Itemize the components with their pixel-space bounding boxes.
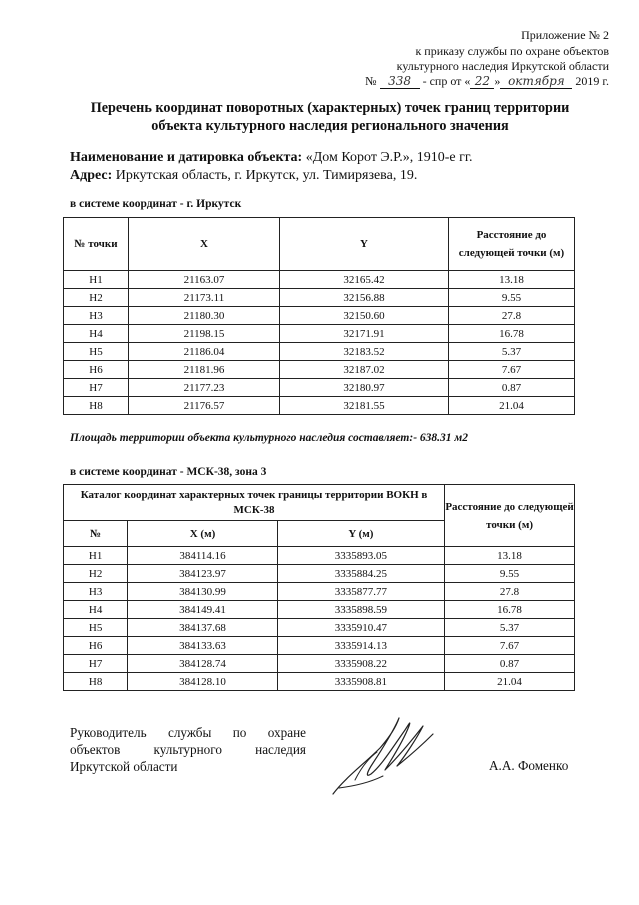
order-year: 2019 г.	[575, 74, 609, 88]
table-row	[64, 379, 575, 397]
table1-y-coordinate: 32171.91	[280, 325, 449, 343]
table2-header-x: X (м)	[128, 521, 277, 547]
table2-distance: 16.78	[445, 601, 575, 619]
signatory-name: А.А. Фоменко	[489, 758, 569, 773]
table1-caption: в системе координат - г. Иркутск	[70, 198, 242, 210]
table2-y-coordinate: 3335914.13	[277, 637, 444, 655]
table2-distance: 21.04	[445, 673, 575, 691]
table2-header-y: Y (м)	[277, 521, 444, 547]
table2-x-coordinate: 384133.63	[128, 637, 277, 655]
table-row	[64, 343, 575, 361]
signatory-title	[70, 724, 306, 775]
table-row	[64, 547, 575, 565]
table1-header-distance: Расстояние до следующей точки (м)	[449, 218, 575, 271]
table2-body	[64, 547, 575, 691]
table1-header-row	[64, 218, 575, 271]
table-row	[64, 325, 575, 343]
table1-header-number: № точки	[64, 218, 129, 271]
table-row	[64, 361, 575, 379]
table1-distance: 5.37	[449, 343, 575, 361]
table1-x-coordinate: 21180.30	[129, 307, 280, 325]
order-close-quote: »	[494, 74, 501, 88]
table2-header-number: №	[64, 521, 128, 547]
table1-distance: 16.78	[449, 325, 575, 343]
table1-point-number: Н4	[64, 325, 129, 343]
table2-point-number: Н5	[64, 619, 128, 637]
table2-distance: 27.8	[445, 583, 575, 601]
table2-y-coordinate: 3335908.81	[277, 673, 444, 691]
header-line-3: культурного наследия Иркутской области	[396, 59, 609, 73]
table2-y-coordinate: 3335893.05	[277, 547, 444, 565]
table-row	[64, 271, 575, 289]
table-row	[64, 583, 575, 601]
table1-point-number: Н6	[64, 361, 129, 379]
table2-x-coordinate: 384128.10	[128, 673, 277, 691]
object-name-label: Наименование и датировка объекта:	[70, 150, 303, 165]
table1-header-y: Y	[280, 218, 449, 271]
title-line-1: Перечень координат поворотных (характерных) точек границ территории	[90, 100, 570, 116]
table2-y-coordinate: 3335908.22	[277, 655, 444, 673]
table1-x-coordinate: 21181.96	[129, 361, 280, 379]
table2-header-distance: Расстояние до следующей точки (м)	[445, 485, 575, 547]
table1-x-coordinate: 21186.04	[129, 343, 280, 361]
table2-distance: 9.55	[445, 565, 575, 583]
title-line-2: объекта культурного наследия регионального значения	[151, 118, 509, 134]
table1-x-coordinate: 21198.15	[129, 325, 280, 343]
table-row	[64, 619, 575, 637]
table1-distance: 27.8	[449, 307, 575, 325]
handwritten-signature	[325, 708, 440, 800]
table2-distance: 0.87	[445, 655, 575, 673]
header-line-2: к приказу службы по охране объектов	[415, 44, 609, 58]
table1-distance: 0.87	[449, 379, 575, 397]
table-row	[64, 397, 575, 415]
number-sign: №	[365, 74, 377, 88]
order-number-line	[365, 74, 609, 89]
table1-body	[64, 271, 575, 415]
table1-point-number: Н1	[64, 271, 129, 289]
table-row	[64, 307, 575, 325]
table1-point-number: Н5	[64, 343, 129, 361]
table1-point-number: Н3	[64, 307, 129, 325]
table1-y-coordinate: 32181.55	[280, 397, 449, 415]
table2-x-coordinate: 384130.99	[128, 583, 277, 601]
table2-point-number: Н1	[64, 547, 128, 565]
table2-point-number: Н2	[64, 565, 128, 583]
area-text: Площадь территории объекта культурного наследия составляет:- 638.31 м2	[70, 432, 469, 444]
table2-x-coordinate: 384128.74	[128, 655, 277, 673]
table1-point-number: Н2	[64, 289, 129, 307]
table1-y-coordinate: 32183.52	[280, 343, 449, 361]
table1-distance: 21.04	[449, 397, 575, 415]
table1-x-coordinate: 21176.57	[129, 397, 280, 415]
table2-point-number: Н4	[64, 601, 128, 619]
table2-point-number: Н6	[64, 637, 128, 655]
table1-y-coordinate: 32156.88	[280, 289, 449, 307]
table1-y-coordinate: 32180.97	[280, 379, 449, 397]
header-line-1: Приложение № 2	[521, 28, 609, 42]
table1-x-coordinate: 21163.07	[129, 271, 280, 289]
table1-x-coordinate: 21173.11	[129, 289, 280, 307]
table2-x-coordinate: 384137.68	[128, 619, 277, 637]
table1-y-coordinate: 32187.02	[280, 361, 449, 379]
table1-point-number: Н7	[64, 379, 129, 397]
coordinates-table-msk38	[63, 484, 575, 691]
table2-y-coordinate: 3335884.25	[277, 565, 444, 583]
table2-y-coordinate: 3335898.59	[277, 601, 444, 619]
table2-header-row-1	[64, 485, 575, 521]
order-number-mid: - спр от «	[422, 74, 471, 88]
table-row	[64, 637, 575, 655]
signatory-line-2: объектов культурного наследия	[70, 742, 306, 757]
table2-x-coordinate: 384149.41	[128, 601, 277, 619]
table2-distance: 5.37	[445, 619, 575, 637]
table1-distance: 7.67	[449, 361, 575, 379]
table1-x-coordinate: 21177.23	[129, 379, 280, 397]
table2-point-number: Н8	[64, 673, 128, 691]
table1-point-number: Н8	[64, 397, 129, 415]
order-number: 338	[380, 74, 420, 89]
table2-y-coordinate: 3335877.77	[277, 583, 444, 601]
object-address-line	[70, 168, 417, 184]
table2-point-number: Н7	[64, 655, 128, 673]
object-name-line	[70, 150, 473, 166]
signatory-line-3: Иркутской области	[70, 759, 178, 774]
table-row	[64, 655, 575, 673]
object-name-value: «Дом Корот Э.Р.», 1910-е гг.	[305, 150, 473, 165]
order-month: октября	[500, 74, 572, 89]
table2-distance: 7.67	[445, 637, 575, 655]
table2-point-number: Н3	[64, 583, 128, 601]
table1-distance: 9.55	[449, 289, 575, 307]
table2-x-coordinate: 384123.97	[128, 565, 277, 583]
signatory-line-1: Руководитель службы по охране	[70, 725, 306, 740]
order-day: 22	[470, 74, 494, 89]
table-row	[64, 289, 575, 307]
table-row	[64, 673, 575, 691]
table2-catalog-header: Каталог координат характерных точек границы территории ВОКН в МСК-38	[64, 485, 445, 521]
table1-y-coordinate: 32165.42	[280, 271, 449, 289]
object-address-value: Иркутская область, г. Иркутск, ул. Тимирязева, 19.	[115, 168, 418, 183]
table2-x-coordinate: 384114.16	[128, 547, 277, 565]
object-address-label: Адрес:	[70, 168, 113, 183]
table2-y-coordinate: 3335910.47	[277, 619, 444, 637]
coordinates-table-local	[63, 217, 575, 415]
table-row	[64, 565, 575, 583]
table1-y-coordinate: 32150.60	[280, 307, 449, 325]
table2-distance: 13.18	[445, 547, 575, 565]
table2-caption: в системе координат - МСК-38, зона 3	[70, 466, 267, 478]
table-row	[64, 601, 575, 619]
table1-distance: 13.18	[449, 271, 575, 289]
table1-header-x: X	[129, 218, 280, 271]
